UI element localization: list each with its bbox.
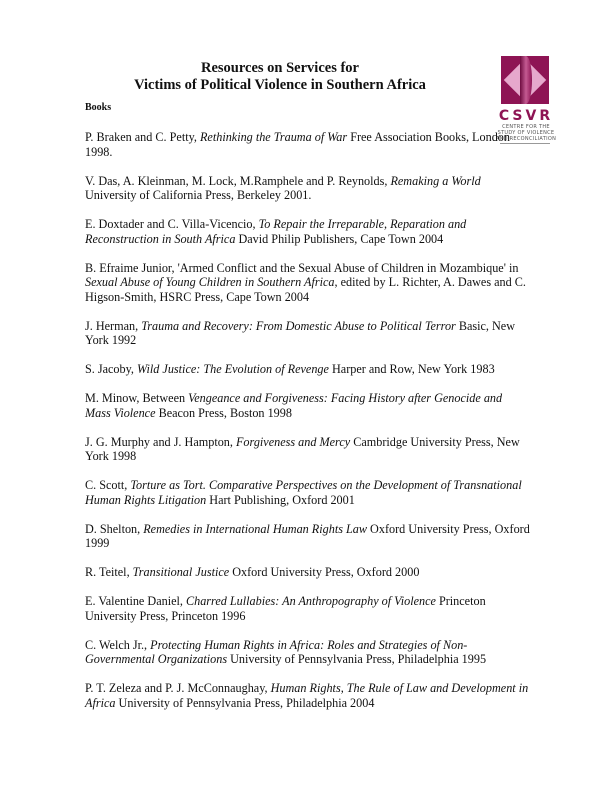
reference-title: Forgiveness and Mercy — [235, 434, 351, 449]
page-title — [80, 60, 480, 94]
reference-title: Trauma and Recovery: From Domestic Abuse to Political Terror — [141, 318, 456, 333]
reference-authors: D. Shelton, — [85, 521, 144, 536]
reference-authors: P. Braken and C. Petty, — [85, 130, 200, 144]
reference-publisher: Harper and Row, New York 1983 — [328, 362, 495, 376]
reference-title: To Repair the Irreparable, Reparation and Reconstruction in South Africa — [85, 217, 467, 246]
reference-publisher: , edited by L. Richter, A. Dawes and C. Higson-Smith, HSRC Press, Cape Town 2004 — [85, 275, 526, 304]
logo-stripe — [520, 56, 532, 104]
reference-title: Rethinking the Trauma of War — [199, 130, 348, 144]
reference-title: Charred Lullabies: An Anthropography of Violence — [185, 594, 436, 608]
reference-authors: V. Das, A. Kleinman, M. Lock, M.Ramphele and P. Reynolds, — [85, 173, 391, 188]
reference-title: Protecting Human Rights in Africa: Roles and Strategies of Non-Governmental Organizations — [85, 637, 468, 666]
reference-publisher: Oxford University Press, Oxford 2000 — [229, 565, 420, 579]
reference-publisher: University of Pennsylvania Press, Philadelphia 2004 — [115, 695, 375, 710]
reference-item — [85, 478, 530, 507]
reference-publisher: Hart Publishing, Oxford 2001 — [206, 492, 355, 507]
reference-publisher: University of California Press, Berkeley 2001. — [85, 188, 312, 202]
reference-title: Remedies in International Human Rights Law — [143, 521, 367, 536]
reference-title: Wild Justice: The Evolution of Revenge — [137, 362, 329, 376]
reference-authors: P. T. Zeleza and P. J. McConnaughay, — [85, 681, 271, 695]
reference-authors: E. Doxtader and C. Villa-Vicencio, — [85, 217, 259, 231]
reference-publisher: Free Association Books, London 1998. — [85, 130, 510, 159]
reference-item — [85, 261, 530, 305]
reference-title: Human Rights, The Rule of Law and Development in Africa — [85, 681, 529, 710]
reference-authors: C. Welch Jr., — [85, 637, 151, 652]
reference-item — [85, 391, 530, 420]
reference-authors: R. Teitel, — [85, 565, 133, 579]
reference-item — [85, 319, 530, 348]
section-heading: Books — [85, 102, 112, 113]
logo-acronym: CSVR — [498, 108, 554, 124]
reference-list — [85, 130, 530, 725]
reference-item — [85, 522, 530, 551]
reference-item — [85, 638, 530, 667]
logo-subtitle-line-3: AND RECONCILIATION — [495, 136, 557, 142]
reference-publisher: Oxford University Press, Oxford 1999 — [85, 521, 530, 550]
reference-publisher: David Philip Publishers, Cape Town 2004 — [235, 231, 444, 246]
reference-item — [85, 565, 530, 580]
title-line-2: Victims of Political Violence in Southern Africa — [134, 77, 426, 93]
reference-item — [85, 594, 530, 623]
reference-publisher: University of Pennsylvania Press, Philadelphia 1995 — [227, 652, 487, 666]
reference-item — [85, 130, 530, 159]
reference-publisher: Basic, New York 1992 — [85, 318, 516, 347]
reference-item — [85, 681, 530, 710]
title-line-1: Resources on Services for — [201, 60, 359, 76]
reference-authors: J. G. Murphy and J. Hampton, — [85, 434, 236, 449]
reference-publisher: Cambridge University Press, New York 1998 — [85, 434, 520, 463]
reference-authors: M. Minow, Between — [85, 391, 189, 405]
reference-authors: J. Herman, — [85, 318, 142, 333]
logo-mark-icon — [501, 56, 549, 104]
reference-title: Vengeance and Forgiveness: Facing History after Genocide and Mass Violence — [85, 391, 503, 420]
reference-title: Sexual Abuse of Young Children in Southern Africa — [85, 275, 335, 289]
reference-authors: C. Scott, — [85, 478, 131, 492]
reference-title: Transitional Justice — [132, 565, 230, 579]
reference-item — [85, 174, 530, 203]
reference-item — [85, 217, 530, 246]
logo-subtitle-line-1: CENTRE FOR THE — [502, 124, 550, 130]
reference-publisher: Beacon Press, Boston 1998 — [155, 405, 292, 420]
reference-item — [85, 362, 530, 377]
reference-title: Remaking a World — [390, 173, 481, 188]
reference-authors: S. Jacoby, — [85, 362, 138, 376]
reference-authors: E. Valentine Daniel, — [85, 594, 186, 608]
reference-item — [85, 435, 530, 464]
reference-authors: B. Efraime Junior, 'Armed Conflict and the Sexual Abuse of Children in Mozambique' in — [85, 260, 519, 275]
reference-publisher: Princeton University Press, Princeton 1996 — [85, 594, 486, 623]
reference-title: Torture as Tort. Comparative Perspectives on the Development of Transnational Human Rights Litigation — [85, 478, 522, 507]
logo-subtitle-line-2: STUDY OF VIOLENCE — [497, 130, 555, 136]
